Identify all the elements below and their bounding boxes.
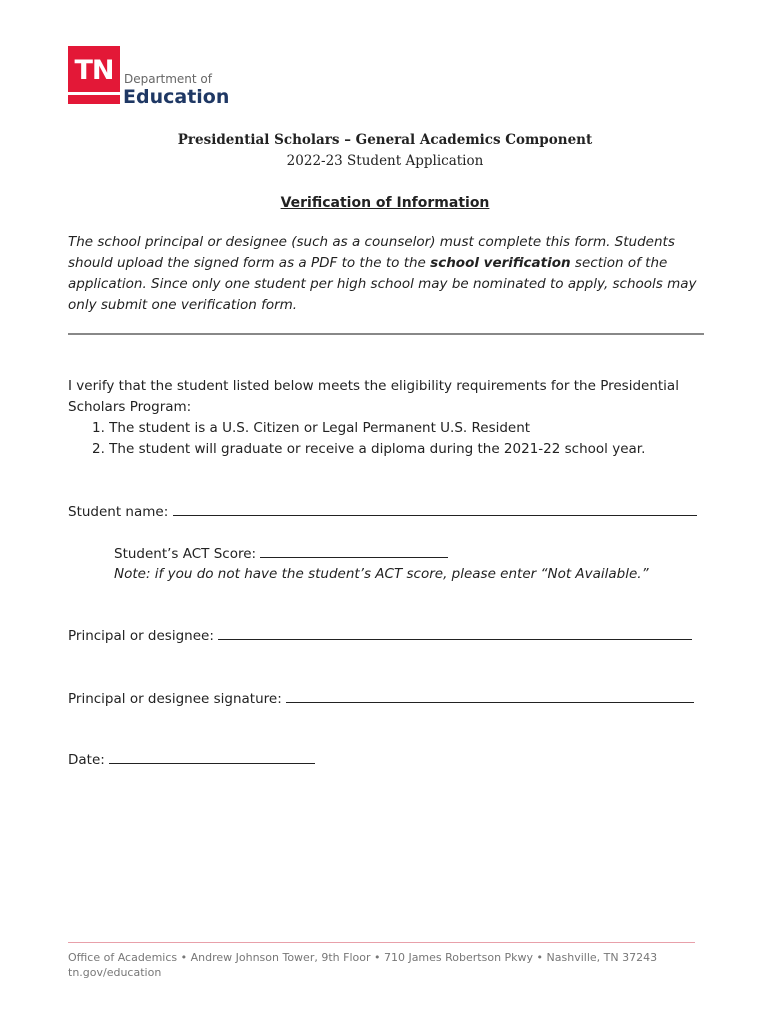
act-score-line[interactable] [260,545,448,558]
badge-underline [68,92,120,95]
footer-address: Office of Academics • Andrew Johnson Tower, 9th Floor • 710 James Robertson Pkwy • Nashville, TN 37243 [68,951,658,964]
requirements-list [92,418,645,460]
list-item: 2. The student will graduate or receive a diploma during the 2021-22 school year. [92,441,646,457]
act-score-label: Student’s ACT Score: [114,546,261,562]
date-label: Date: [68,752,110,768]
section-heading: Verification of Information [280,195,490,211]
signature-label: Principal or designee signature: [68,691,287,707]
intro-bold-text: school verification [430,255,571,271]
act-score-field[interactable] [114,545,448,562]
intro-text-1: The school principal or designee (such as a counselor) must complete this form. Students should upload the signed form as a PDF to the to the [68,234,675,271]
logo-education: Education [123,86,230,108]
list-item: 1. The student is a U.S. Citizen or Legal Permanent U.S. Resident [92,420,531,436]
footer-divider [68,942,695,943]
logo-department: Department of [124,72,212,86]
student-name-line[interactable] [173,503,697,516]
intro-text-2: section of the application. Since only one student per high school may be nominated to apply, schools may only submit one verification form. [68,255,697,313]
date-field[interactable] [68,751,315,768]
principal-line[interactable] [218,627,692,640]
signature-field[interactable] [68,690,694,707]
student-name-label: Student name: [68,504,173,520]
signature-line[interactable] [286,690,694,703]
tn-badge: TN [68,46,120,104]
instructions-paragraph [68,232,708,316]
footer [68,950,657,980]
principal-field[interactable] [68,627,692,644]
divider [68,333,704,335]
principal-label: Principal or designee: [68,628,219,644]
tn-education-logo [68,46,228,106]
act-score-note: Note: if you do not have the student’s ACT score, please enter “Not Available.” [114,566,649,582]
document-subtitle: 2022-23 Student Application [286,153,484,169]
footer-website: tn.gov/education [68,966,162,979]
student-name-field[interactable] [68,503,697,520]
date-line[interactable] [109,751,315,764]
document-title: Presidential Scholars – General Academics Component [177,132,593,148]
verification-statement: I verify that the student listed below meets the eligibility requirements for the Presidential Scholars Program: [68,378,679,415]
